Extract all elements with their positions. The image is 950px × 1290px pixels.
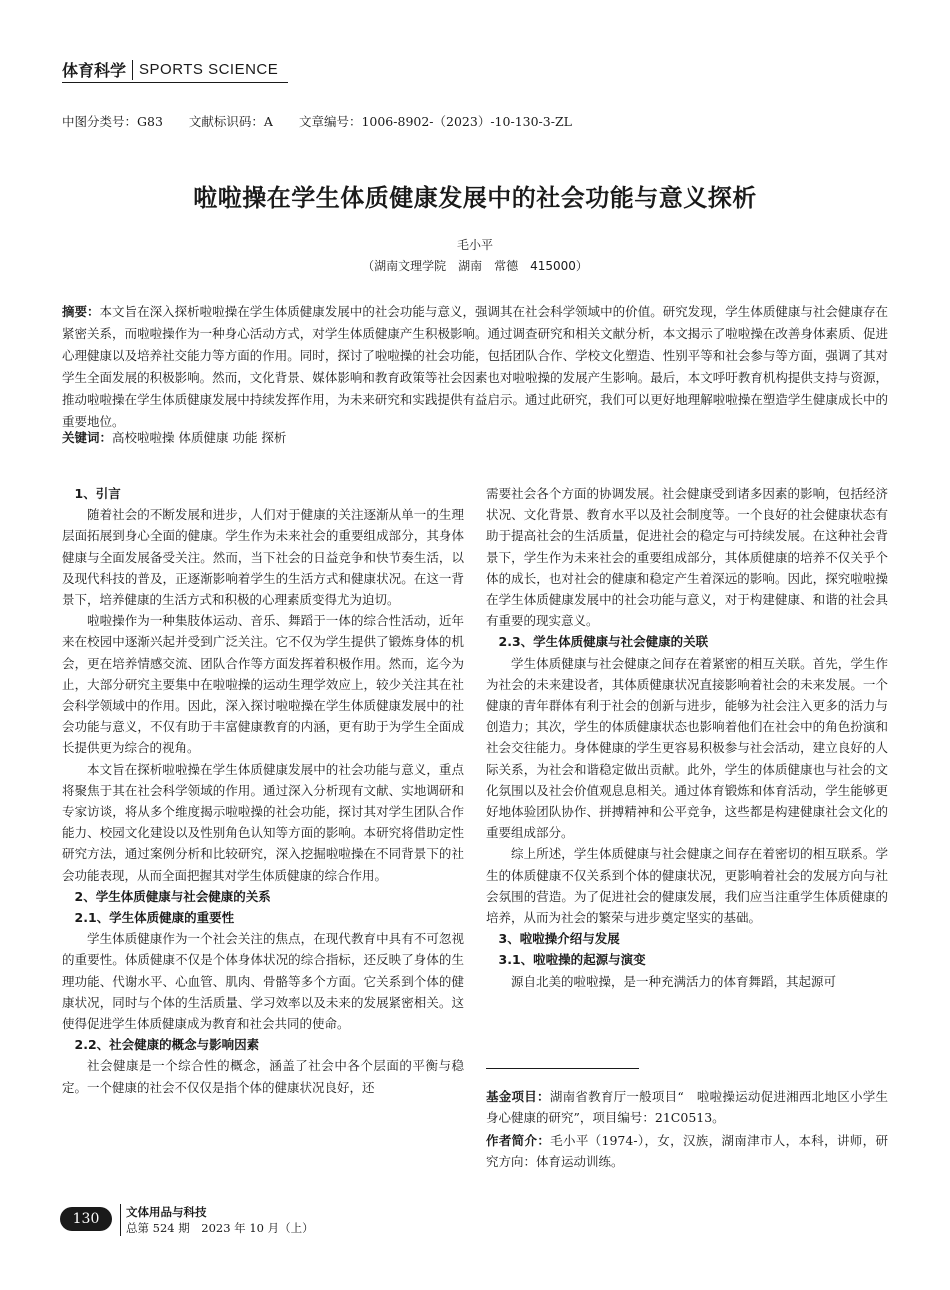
clc-label: 中图分类号： <box>62 114 138 129</box>
paper-title: 啦啦操在学生体质健康发展中的社会功能与意义探析 <box>193 184 757 212</box>
author-name: 毛小平 <box>456 238 493 252</box>
keywords-text: 高校啦啦操 体质健康 功能 探析 <box>112 430 287 445</box>
fund-text: 湖南省教育厅一般项目“ 啦啦操运动促进湘西北地区小学生身心健康的研究”，项目编号：21C0513。 <box>486 1089 888 1125</box>
page-number: 130 <box>60 1207 112 1231</box>
article-number-label: 文章编号： <box>298 114 362 129</box>
body-paragraph: 社会健康是一个综合性的概念，涵盖了社会中各个层面的平衡与稳定。一个健康的社会不仅仅是指个体的健康状况良好，还 <box>62 1058 464 1095</box>
doc-code-value: A <box>263 114 273 129</box>
journal-name-en: SPORTS SCIENCE <box>139 61 279 78</box>
footnotes <box>486 1086 888 1174</box>
author-affiliation: （湖南文理学院 湖南 常德 415000） <box>362 259 588 273</box>
subsection-heading: 2.3、学生体质健康与社会健康的关联 <box>498 634 709 650</box>
subsection-heading: 2.2、社会健康的概念与影响因素 <box>74 1037 260 1053</box>
body-paragraph: 本文旨在探析啦啦操在学生体质健康发展中的社会功能与意义，重点将聚焦于其在社会科学领域的作用。通过深入分析现有文献、实地调研和专家访谈，将从多个维度揭示啦啦操的社会功能，探讨其对学生团队合作能力、校园文化建设以及性别角色认知等方面的影响。本研究将借助定性研究方法，通过案例分析和比较研究，深入挖掘啦啦操在不同背景下的社会功能表现，从而全面把握其对学生体质健康的综合作用。 <box>62 761 464 883</box>
body-paragraph: 学生体质健康与社会健康之间存在着紧密的相互关联。首先，学生作为社会的未来建设者，其体质健康状况直接影响着社会的未来发展。一个健康的青年群体有利于社会的创新与进步，能够为社会注入更多的活力与创造力；其次，学生的体质健康状态也影响着他们在社会中的角色扮演和社会交往能力。身体健康的学生更容易积极参与社会活动，建立良好的人际关系，为社会和谐稳定做出贡献。此外，学生的体质健康也与社会的文化氛围以及社会价值观息息相关。通过体育锻炼和体育活动，学生能够更好地体验团队协作、拼搏精神和公平竞争，这些都是构建健康社会文化的重要组成部分。 <box>486 655 888 841</box>
body-paragraph: 啦啦操作为一种集肢体运动、音乐、舞蹈于一体的综合性活动，近年来在校园中逐渐兴起并受到广泛关注。它不仅为学生提供了锻炼身体的机会，更在培养情感交流、团队合作等方面发挥着积极作用。然而，迄今为止，大部分研究主要集中在啦啦操的运动生理学效应上，较少关注其在社会科学领域中的作用。因此，深入探讨啦啦操在学生体质健康发展中的社会功能与意义，不仅有助于丰富健康教育的内涵，更有助于为学生全面成长提供更为综合的视角。 <box>62 613 464 756</box>
author-bio-label: 作者简介： <box>486 1133 551 1148</box>
body-paragraph: 随着社会的不断发展和进步，人们对于健康的关注逐渐从单一的生理层面拓展到身心全面的健康。学生作为未来社会的重要组成部分，其身体健康与全面发展备受关注。然而，当下社会的日益竞争和快节奏生活，以及现代科技的普及，正逐渐影响着学生的生活方式和健康状况。在这一背景下，培养健康的生活方式和积极的心理素质变得尤为迫切。 <box>62 507 464 608</box>
keywords <box>62 427 888 449</box>
body-paragraph: 源自北美的啦啦操，是一种充满活力的体育舞蹈，其起源可 <box>511 973 837 989</box>
journal-header <box>62 58 278 81</box>
journal-name-cn: 体育科学 <box>62 61 127 80</box>
abstract-label: 摘要： <box>62 304 100 319</box>
fund-note <box>486 1086 888 1128</box>
body-paragraph: 综上所述，学生体质健康与社会健康之间存在着密切的相互联系。学生的体质健康不仅关系到个体的健康状况，更影响着社会的发展方向与社会氛围的营造。为了促进社会的健康发展，我们应当注重学生体质健康的培养，从而为社会的繁荣与进步奠定坚实的基础。 <box>486 846 888 926</box>
subsection-heading: 3.1、啦啦操的起源与演变 <box>498 952 646 968</box>
author-bio-note <box>486 1130 888 1172</box>
author-bio-text: 毛小平（1974-），女，汉族，湖南津市人，本科，讲师，研究方向：体育运动训练。 <box>486 1133 888 1169</box>
body-column-left <box>62 483 464 1098</box>
doc-code-label: 文献标识码： <box>188 114 264 129</box>
article-number-value: 1006-8902-（2023）-10-130-3-ZL <box>361 114 572 129</box>
keywords-label: 关键词： <box>62 430 113 445</box>
clc-value: G83 <box>137 114 163 129</box>
classification-line <box>62 112 594 130</box>
footer-divider <box>120 1204 121 1236</box>
header-divider <box>132 60 133 80</box>
footer-issue: 总第 524 期 2023 年 10 月（上） <box>126 1221 314 1235</box>
section-heading: 3、啦啦操介绍与发展 <box>498 931 620 947</box>
body-paragraph: 学生体质健康作为一个社会关注的焦点，在现代教育中具有不可忽视的重要性。体质健康不仅是个体身体状况的综合指标，还反映了身体的生理功能、代谢水平、心血管、肌肉、骨骼等多个方面。它关系到个体的健康状况，同时与个体的生活质量、学习效率以及未来的发展紧密相关。这使得促进学生体质健康成为教育和社会共同的使命。 <box>62 931 464 1032</box>
footer-journal: 文体用品与科技 <box>126 1205 207 1219</box>
header-rule <box>62 82 288 83</box>
footnote-rule <box>486 1068 639 1069</box>
abstract <box>62 301 888 433</box>
body-column-right <box>486 483 888 992</box>
subsection-heading: 2.1、学生体质健康的重要性 <box>74 910 235 926</box>
section-heading: 1、引言 <box>74 486 121 501</box>
abstract-text: 本文旨在深入探析啦啦操在学生体质健康发展中的社会功能与意义，强调其在社会科学领域中的价值。研究发现，学生体质健康与社会健康存在紧密关系，而啦啦操作为一种身心活动方式，对学生体质健康产生积极影响。通过调查研究和相关文献分析，本文揭示了啦啦操在改善身体素质、促进心理健康以及培养社交能力等方面的作用。同时，探讨了啦啦操的社会功能，包括团队合作、学校文化塑造、性别平等和社会参与等方面，强调了其对学生全面发展的积极影响。然而，文化背景、媒体影响和教育政策等社会因素也对啦啦操的发展产生影响。最后，本文呼吁教育机构提供支持与资源，推动啦啦操在学生体质健康发展中持续发挥作用，为未来研究和实践提供有益启示。通过此研究，我们可以更好地理解啦啦操在塑造学生健康成长中的重要地位。 <box>62 304 888 429</box>
section-heading: 2、学生体质健康与社会健康的关系 <box>74 888 271 904</box>
body-paragraph-continued: 需要社会各个方面的协调发展。社会健康受到诸多因素的影响，包括经济状况、文化背景、教育水平以及社会制度等。一个良好的社会健康状态有助于提高社会的生活质量，促进社会的稳定与可持续发展。在这种社会背景下，学生作为未来社会的重要组成部分，其体质健康的培养不仅关乎个体的成长，也对社会的健康和稳定产生着深远的影响。因此，探究啦啦操在学生体质健康发展中的社会功能与意义，对于构建健康、和谐的社会具有重要的现实意义。 <box>486 486 888 629</box>
fund-label: 基金项目： <box>486 1089 550 1104</box>
